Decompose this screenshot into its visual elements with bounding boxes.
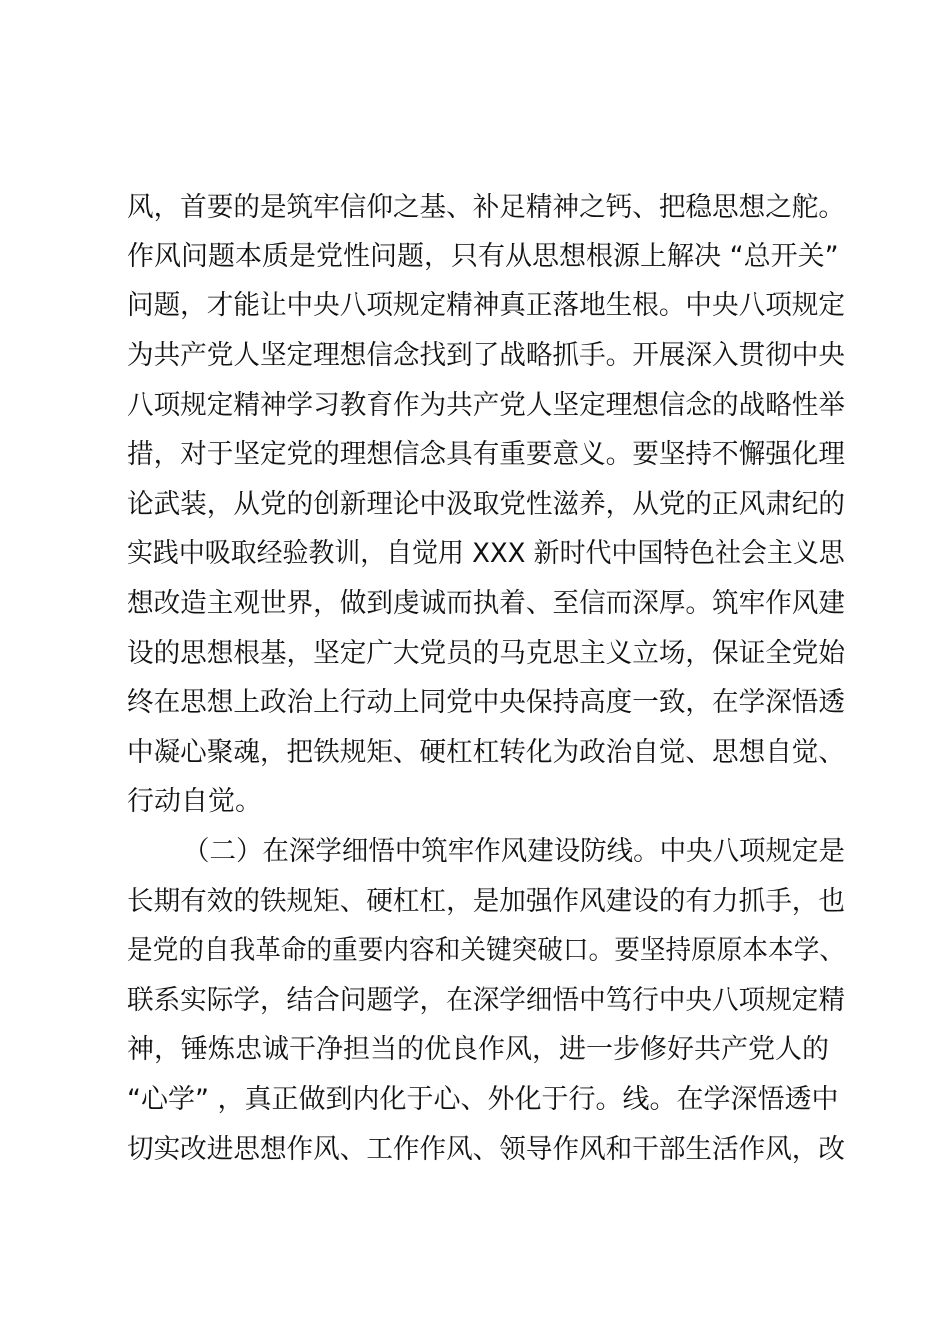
text-line-4: 为共产党人坚定理想信念找到了战略抓手。开展深入贯彻中央 — [127, 340, 845, 371]
text-line-13: 行动自觉。 — [127, 786, 262, 817]
text-line-19: “心学” ，真正做到内化于心、外化于行。线。在学深悟透中 — [127, 1084, 839, 1115]
text-line-6: 措，对于坚定党的理想信念具有重要意义。要坚持不懈强化理 — [127, 439, 845, 470]
text-line-11: 终在思想上政治上行动上同党中央保持高度一致，在学深悟透 — [127, 687, 845, 718]
text-line-2: 作风问题本质是党性问题，只有从思想根源上解决 “总开关” — [127, 241, 839, 272]
text-line-20: 切实改进思想作风、工作作风、领导作风和干部生活作风，改 — [127, 1134, 845, 1165]
text-line-8: 实践中吸取经验教训，自觉用 XXX 新时代中国特色社会主义思 — [127, 538, 845, 569]
text-line-3: 问题，才能让中央八项规定精神真正落地生根。中央八项规定 — [127, 290, 845, 321]
section-heading-line: （二）在深学细悟中筑牢作风建设防线。中央八项规定是 — [183, 836, 845, 867]
text-line-16: 是党的自我革命的重要内容和关键突破口。要坚持原原本本学、 — [127, 935, 845, 966]
text-line-7: 论武装，从党的创新理论中汲取党性滋养，从党的正风肃纪的 — [127, 489, 845, 520]
text-line-9: 想改造主观世界，做到虔诚而执着、至信而深厚。筑牢作风建 — [127, 588, 845, 619]
text-line-10: 设的思想根基，坚定广大党员的马克思主义立场，保证全党始 — [127, 638, 845, 669]
text-line-17: 联系实际学，结合问题学，在深学细悟中笃行中央八项规定精 — [127, 985, 845, 1016]
text-line-18: 神，锤炼忠诚干净担当的优良作风，进一步修好共产党人的 — [127, 1034, 829, 1065]
text-line-5: 八项规定精神学习教育作为共产党人坚定理想信念的战略性举 — [127, 390, 845, 421]
text-line-12: 中凝心聚魂，把铁规矩、硬杠杠转化为政治自觉、思想自觉、 — [127, 737, 845, 768]
text-line-15: 长期有效的铁规矩、硬杠杠，是加强作风建设的有力抓手，也 — [127, 886, 845, 917]
text-line-1: 风，首要的是筑牢信仰之基、补足精神之钙、把稳思想之舵。 — [127, 192, 845, 223]
